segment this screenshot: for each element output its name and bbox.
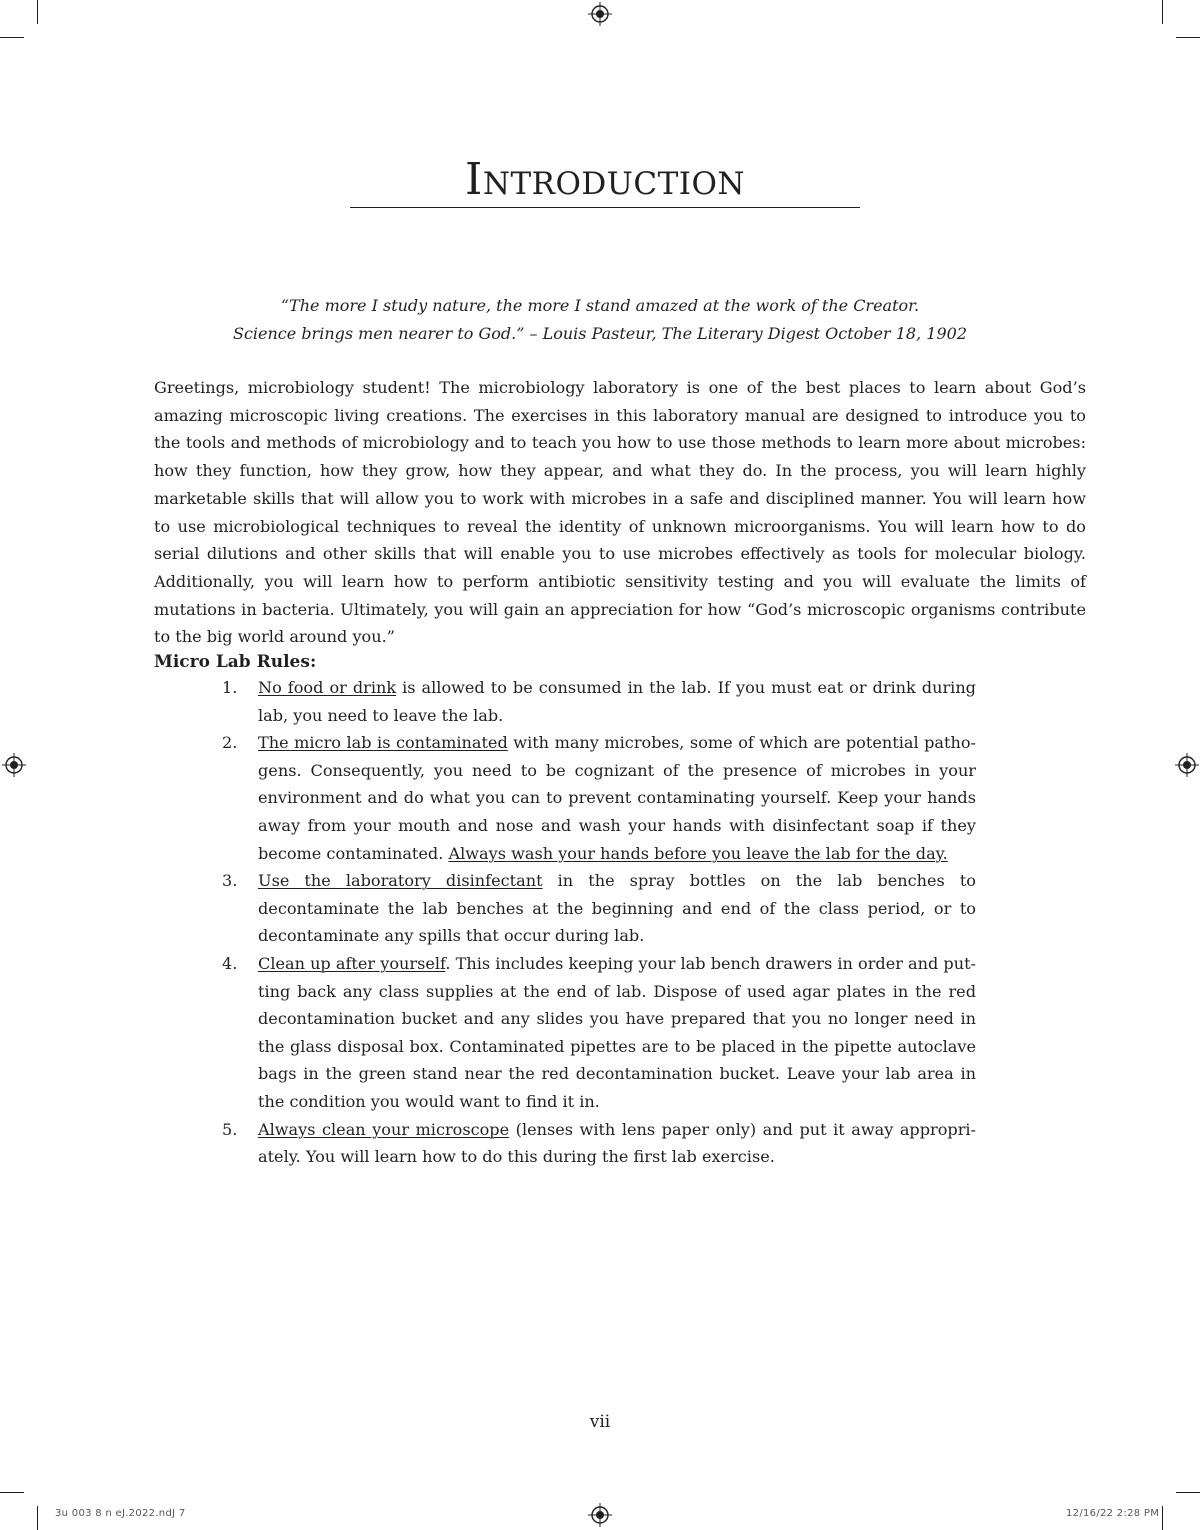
rule-text: in the spray bottles on the lab benches to decontaminate the lab benches at the beginning and end of the class period, or to decontaminate any spills that occur during lab. (258, 871, 976, 946)
crop-mark-bottom-right-h (1176, 1492, 1200, 1493)
slug-timestamp: 12/16/22 2:28 PM (1066, 1508, 1160, 1519)
registration-target-icon (587, 1502, 613, 1528)
rule-text: with many microbes, some of which are potential pathogens. Consequently, you need to be cognizant of the presence of microbes in your environment and do what you can to prevent contaminating yourself. Keep your hands away from your mouth and nose and wash your hands with disinfectant soap if they become contaminated. (258, 733, 976, 863)
rule-item (220, 950, 976, 1116)
crop-mark-bottom-left-h (0, 1492, 24, 1493)
slug-filename: 3u 003 8 n eJ.2022.ndJ 7 (55, 1508, 186, 1519)
rule-lead: Clean up after yourself (258, 953, 446, 973)
registration-target-icon (587, 1, 613, 27)
rule-number: 4. (222, 953, 238, 973)
rule-text: is allowed to be consumed in the lab. If you must eat or drink during lab, you need to leave the lab. (258, 678, 976, 725)
crop-mark-top-left-h (0, 37, 24, 38)
crop-mark-top-right-v (1162, 0, 1163, 24)
rule-text: . This includes keeping your lab bench drawers in order and put-ting back any class supplies at the end of lab. Dispose of used agar plates in the red decontamination bucket and any slides you have prepared that you no longer need in the glass disposal box. Contaminated pipettes are to be placed in the pipette autoclave bags in the green stand near the red decontamination bucket. Leave your lab area in the condition you would want to find it in. (258, 953, 976, 1111)
crop-mark-top-right-h (1176, 37, 1200, 38)
intro-paragraph-block (154, 374, 1086, 651)
registration-target-icon (1174, 752, 1200, 778)
rule-lead: The micro lab is contaminated (258, 733, 508, 753)
rule-number: 3. (222, 871, 238, 891)
quote-line-2: Science brings men nearer to God.” – Louis Pasteur, The Literary Digest October 18, 1902 (232, 324, 967, 343)
quote-line-1: “The more I study nature, the more I stand amazed at the work of the Creator. (280, 296, 920, 315)
crop-mark-bottom-right-v (1162, 1506, 1163, 1530)
epigraph-quote (150, 292, 1050, 348)
rule-lead: Always clean your microscope (258, 1119, 510, 1139)
crop-mark-bottom-left-v (37, 1506, 38, 1530)
rule-number: 2. (222, 733, 238, 753)
rule-number: 5. (222, 1119, 238, 1139)
registration-target-icon (1, 752, 27, 778)
rules-heading: Micro Lab Rules: (154, 652, 317, 672)
page-number: vii (589, 1412, 611, 1432)
rule-item (220, 729, 976, 867)
rule-item (220, 674, 976, 729)
rule-lead: Use the laboratory disinfectant (258, 871, 543, 891)
title-underline (350, 207, 860, 208)
rule-lead: No food or drink (258, 678, 397, 697)
rule-number: 1. (222, 678, 238, 697)
intro-paragraph: Greetings, microbiology student! The microbiology laboratory is one of the best places to learn about God’s amazing microscopic living creations. The exercises in this laboratory manual are designed to introduce you to the tools and methods of microbiology and to teach you how to use those methods to learn more about microbes: how they function, how they grow, how they appear, and what they do. In the process, you will learn highly marketable skills that will allow you to work with microbes in a safe and disciplined manner. You will learn how to use microbiological techniques to reveal the identity of unknown microorganisms. You will learn how to do serial dilutions and other skills that will enable you to use microbes effectively as tools for molecular biology. Additionally, you will learn how to perform antibiotic sensitivity testing and you will evaluate the limits of mutations in bacteria. Ultimately, you will gain an appreciation for how “God’s microscopic organisms contribute to the big world around you.” (154, 378, 1086, 647)
rule-text: (lenses with lens paper only) and put it away appropri-ately. You will learn how to do this during the first lab exercise. (258, 1119, 976, 1167)
rule-item (220, 867, 976, 950)
rule-tail: Always wash your hands before you leave the lab for the day. (448, 843, 948, 863)
crop-mark-top-left-v (37, 0, 38, 24)
page-title: Introduction (464, 154, 746, 205)
rule-item (220, 1116, 976, 1171)
rules-list (220, 674, 976, 1171)
